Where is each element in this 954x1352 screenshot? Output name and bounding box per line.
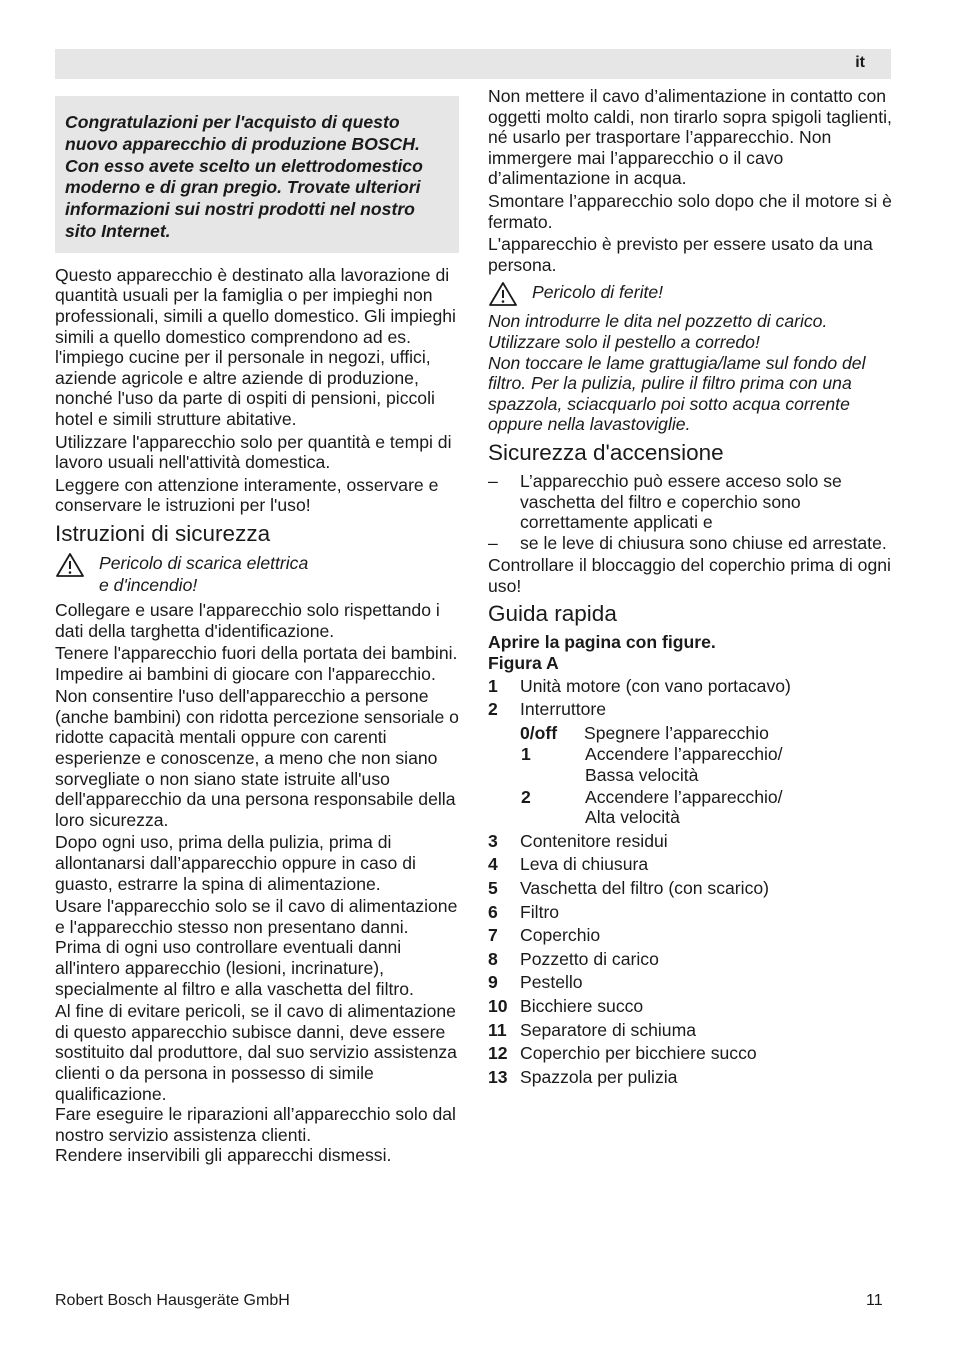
injury-blades: Non toccare le lame grattugia/lame sul fondo del filtro. Per la pulizia, pulire il filtro prima con una spazzola, sciacquarlo poi sotto acqua corrente oppure nella lavastoviglie. (488, 352, 866, 435)
safety-disposal: Rendere inservibili gli apparecchi dismessi. (55, 1145, 392, 1166)
legend-item: 11 Separatore di schiuma (488, 1019, 697, 1040)
legend-item: 7 Coperchio (488, 925, 601, 946)
right-column (488, 86, 892, 1090)
electric-warning-title: Pericolo di scarica elettrica e d'incendio! (99, 552, 309, 595)
injury-fingers: Non introdurre le dita nel pozzetto di carico. Utilizzare solo il pestello a corredo! (488, 311, 828, 352)
figure-label: Figura A (488, 653, 559, 674)
safety-children: Tenere l'apparecchio fuori della portata dei bambini. Impedire ai bambini di giocare con l'apparecchio. (55, 643, 458, 684)
warning-triangle-icon (488, 281, 518, 307)
legend-item: 9 Pestello (488, 972, 583, 993)
dash-bullet: – (488, 532, 498, 553)
paragraph-disassemble: Smontare l’apparecchio solo dopo che il motore si è fermato. (488, 190, 892, 232)
legend-item: 3 Contenitore residui (488, 830, 668, 851)
language-bar (55, 49, 891, 79)
legend-item: 5 Vaschetta del filtro (con scarico) (488, 878, 770, 898)
switch-setting: 1 Accendere l’apparecchio/ Bassa velocità (521, 744, 783, 786)
switch-setting: 0/off Spegnere l’apparecchio (520, 722, 769, 743)
warning-triangle-icon (55, 552, 85, 578)
safety-cable-replacement: Al fine di evitare pericoli, se il cavo di alimentazione di questo apparecchio subisce danni, deve essere sostituito dal produttore, dal suo servizio assistenza clienti o da persona in possesso di simile qualificazione. (55, 1001, 457, 1104)
paragraph-quantities: Utilizzare l'apparecchio solo per quantità e tempi di lavoro usuali nell'attività domestica. (55, 431, 452, 473)
ignition-condition: – L’apparecchio può essere acceso solo se vaschetta del filtro e coperchio sono correttamente applicati e (488, 470, 842, 533)
paragraph-read-instructions: Leggere con attenzione interamente, osservare e conservare le istruzioni per l'uso! (55, 474, 439, 516)
open-figure-page: Aprire la pagina con figure. (488, 632, 716, 653)
ignition-condition: – se le leve di chiusura sono chiuse ed arrestate. (488, 532, 887, 553)
left-column (55, 86, 459, 1168)
legend-item: 6 Filtro (488, 901, 560, 922)
paragraph-intended-use: Questo apparecchio è destinato alla lavorazione di quantità usuali per la famiglia o per impieghi non professionali, simili a quello domestico. Gli impieghi simili a quello domestico comprendono ad es. l'impiego cucine per il personale in negozi, uffici, aziende agricole e altre aziende di produzione, nonché l'uso da parte di ospiti di pensioni, piccoli hotel e simili strutture abitative. (55, 264, 456, 429)
safety-unplug: Dopo ogni uso, prima della pulizia, prima di allontanarsi dall’apparecchio oppure in caso di guasto, estrarre la spina di alimentazione. (55, 832, 416, 894)
legend-item: 10 Bicchiere succo (488, 995, 644, 1016)
paragraph-one-person: L'apparecchio è previsto per essere usato da una persona. (488, 234, 873, 275)
electric-warning (55, 552, 459, 596)
language-code: it (855, 54, 865, 71)
legend-item: 1 Unità motore (con vano portacavo) (488, 675, 791, 696)
safety-check-damage: Usare l'apparecchio solo se il cavo di alimentazione e l'apparecchio stesso non presentano danni. Prima di ogni uso controllare eventuali danni all'intero apparecchio (lesioni, incrinature), specialmente al filtro e alla vaschetta del filtro. (55, 896, 458, 999)
parts-legend (488, 676, 892, 1088)
paragraph-check-lid: Controllare il bloccaggio del coperchio prima di ogni uso! (488, 555, 891, 596)
safety-heading: Istruzioni di sicurezza (55, 520, 271, 546)
page-number: 11 (866, 1292, 883, 1309)
safety-reduced-capacity: Non consentire l'uso dell'apparecchio a persone (anche bambini) con ridotta percezione sensoriale o ridotte capacità mentali oppure con carenti esperienze e conoscenze, a meno che non siano sorvegliate o non siano state istruite all'uso dell'apparecchio da una persona responsabile della loro sicurezza. (55, 686, 459, 830)
quick-guide-heading: Guida rapida (488, 601, 617, 627)
dash-bullet: – (488, 470, 498, 491)
ignition-heading: Sicurezza d'accensione (488, 439, 724, 465)
injury-warning (488, 281, 892, 307)
legend-item: 8 Pozzetto di carico (488, 948, 659, 969)
paragraph-cable: Non mettere il cavo d’alimentazione in contatto con oggetti molto caldi, non tirarlo sopra spigoli taglienti, né usarlo per trasportare l’apparecchio. Non immergere mai l’apparecchio o il cavo d’alimentazione in acqua. (488, 86, 892, 189)
footer-company: Robert Bosch Hausgeräte GmbH (55, 1292, 290, 1309)
injury-warning-title: Pericolo di ferite! (532, 282, 664, 303)
legend-item: 2 Interruttore (488, 699, 607, 720)
safety-rating-plate: Collegare e usare l'apparecchio solo rispettando i dati della targhetta d'identificazione. (55, 599, 440, 641)
legend-item: 4 Leva di chiusura (488, 854, 649, 875)
legend-item: 12 Coperchio per bicchiere succo (488, 1043, 757, 1064)
safety-repairs: Fare eseguire le riparazioni all’apparecchio solo dal nostro servizio assistenza clienti. (55, 1104, 456, 1145)
switch-setting: 2 Accendere l’apparecchio/ Alta velocità (521, 786, 783, 828)
intro-box: Congratulazioni per l'acquisto di questo nuovo apparecchio di produzione BOSCH. Con esso avete scelto un elettrodomestico moderno e di gran pregio. Trovate ulteriori informazioni sui nostri prodotti nel nostro sito Internet. (55, 96, 459, 253)
legend-item: 13 Spazzola per pulizia (488, 1066, 678, 1087)
